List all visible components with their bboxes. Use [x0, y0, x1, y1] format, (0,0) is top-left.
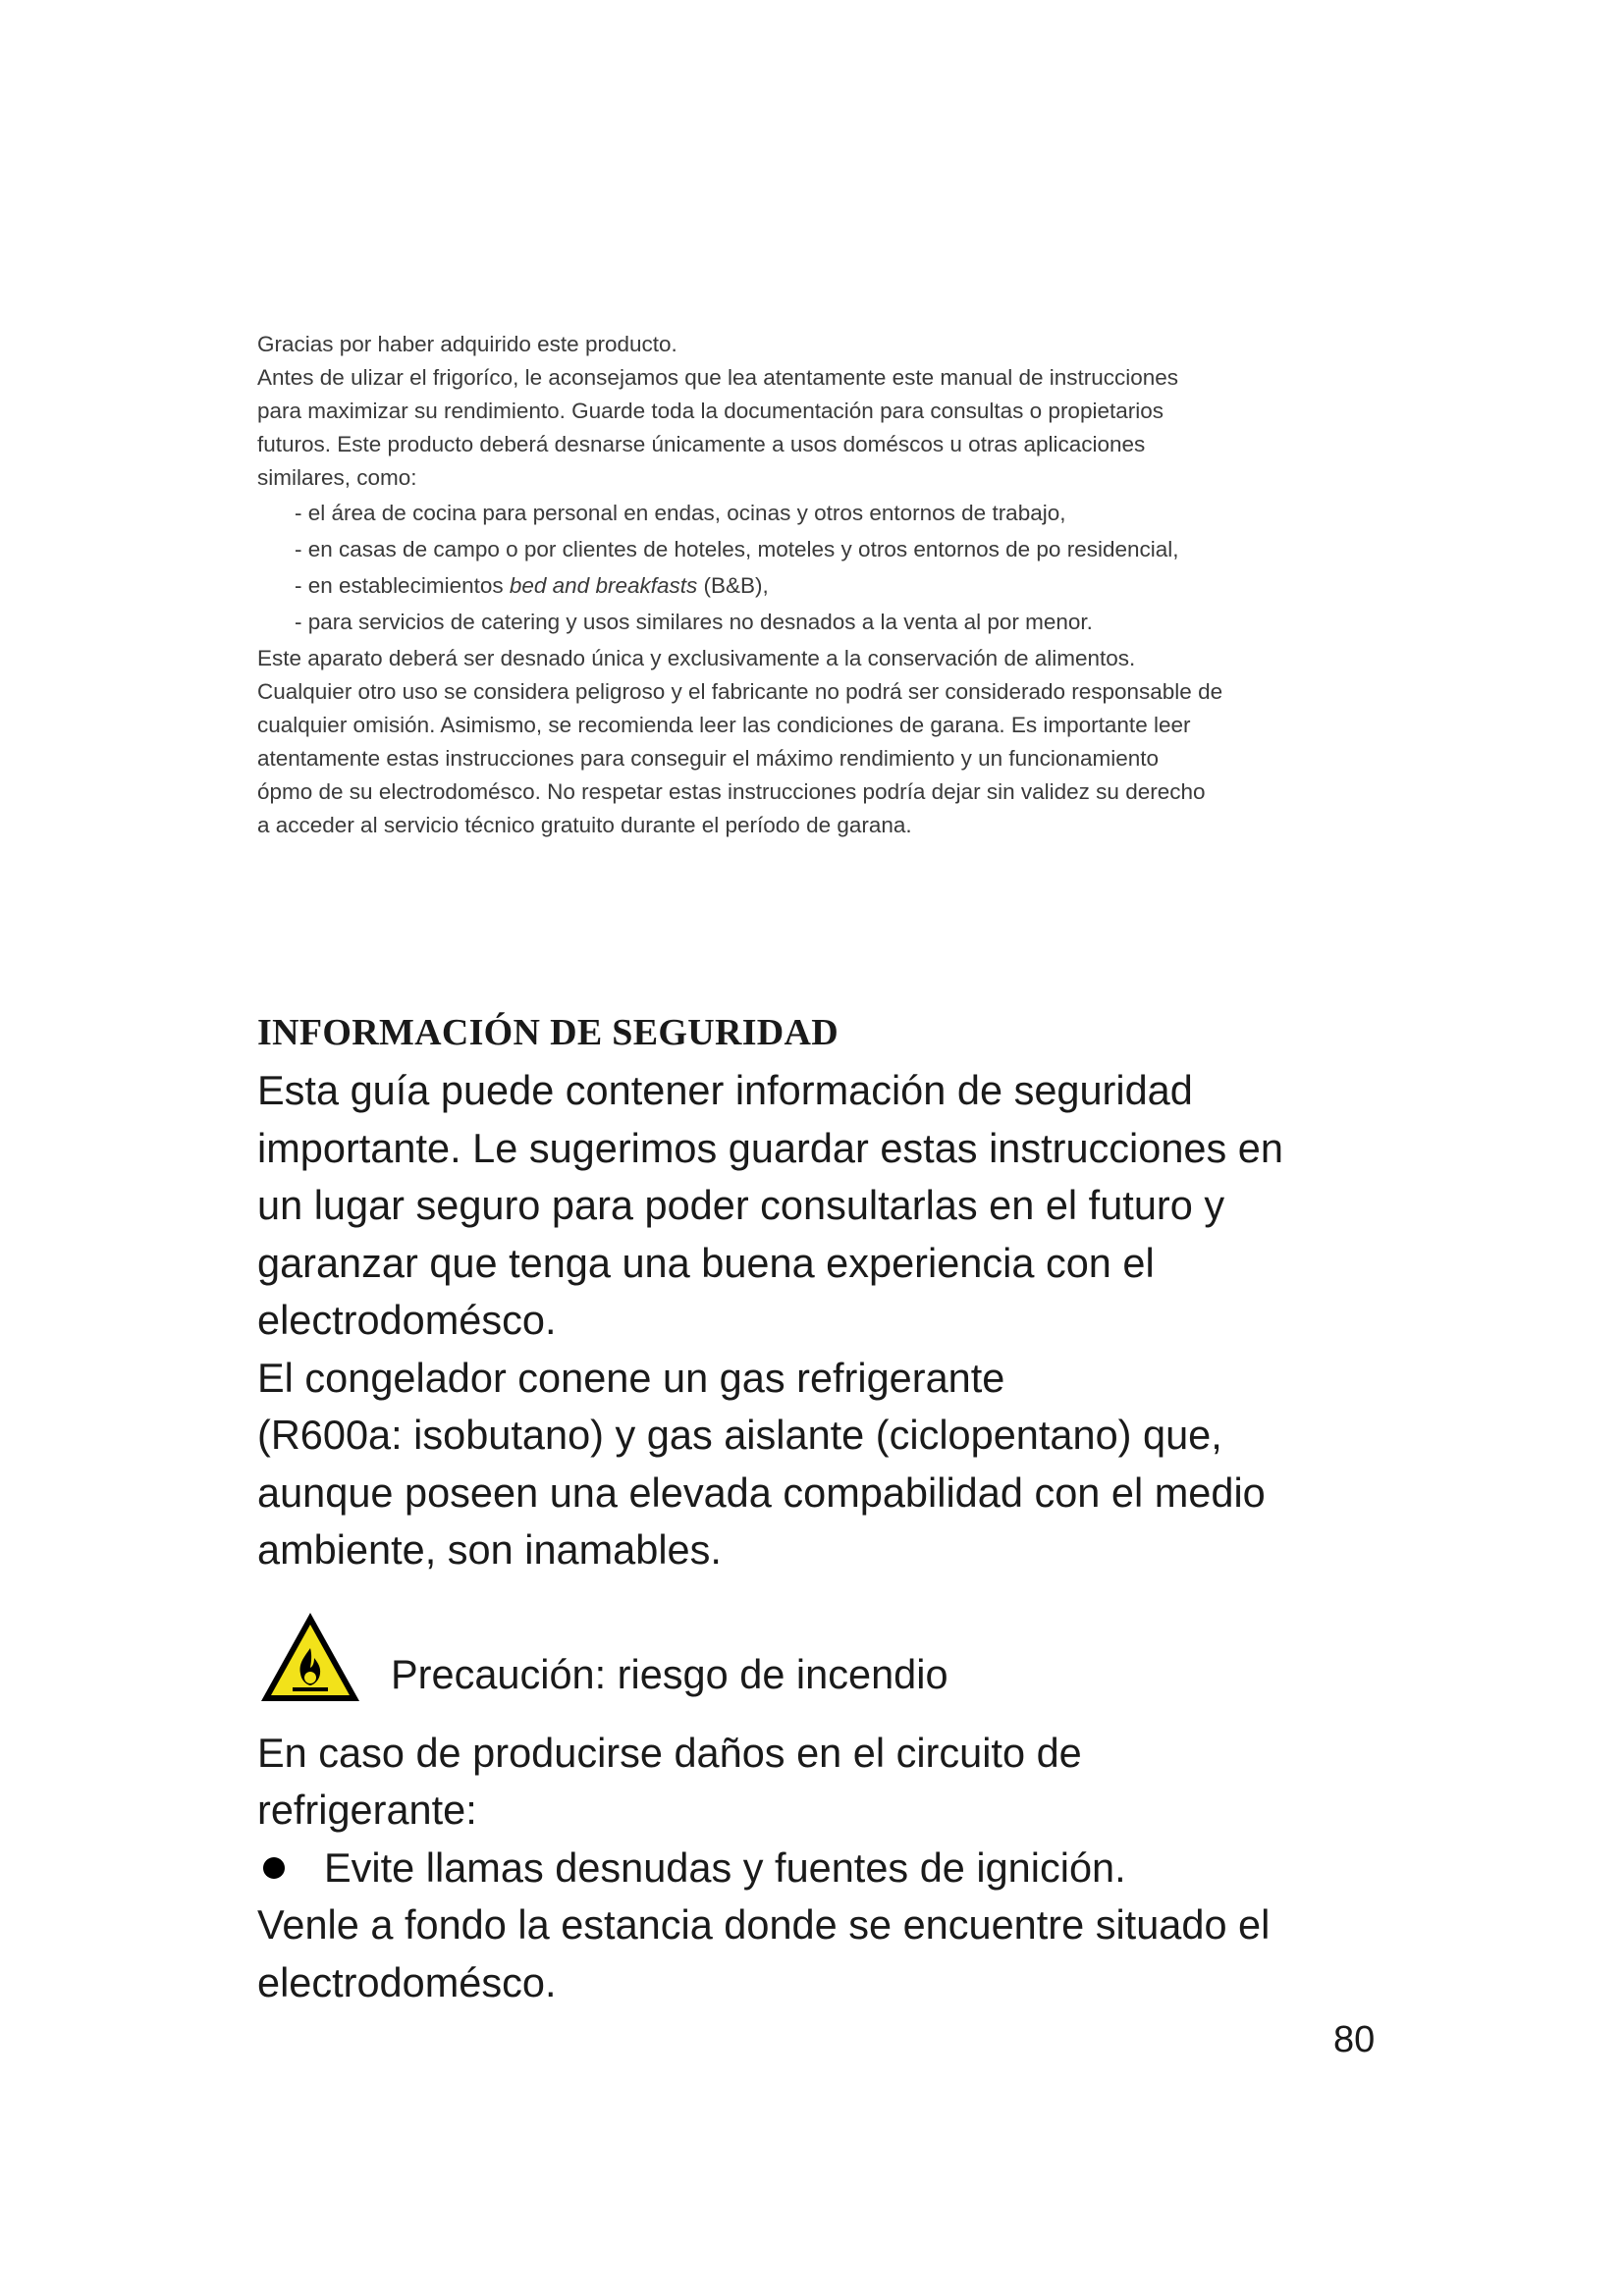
safety-line: importante. Le sugerimos guardar estas instrucciones en — [257, 1124, 1283, 1171]
safety-line: aunque poseen una elevada compabilidad con el medio — [257, 1468, 1266, 1516]
usage-item-suffix: (B&B), — [697, 573, 769, 598]
safety-line: ambiente, son inamables. — [257, 1526, 722, 1573]
safety-line: refrigerante: — [257, 1787, 477, 1833]
intro-line: futuros. Este producto deberá desnarse únicamente a usos doméscos u otras aplicaciones — [257, 432, 1146, 456]
refrigerant-damage-section — [257, 1725, 1396, 2012]
warning-text: Precaución: riesgo de incendio — [391, 1650, 948, 1697]
ignition-bullet — [257, 1840, 1396, 1897]
intro-tail-line: ópmo de su electrodomésco. No respetar estas instrucciones podría dejar sin validez su derecho — [257, 779, 1206, 804]
safety-section — [257, 1003, 1396, 2011]
bullet-dot-icon — [263, 1857, 285, 1879]
intro-line: para maximizar su rendimiento. Guarde toda la documentación para consultas o propietarios — [257, 399, 1164, 423]
intro-line: similares, como: — [257, 465, 417, 490]
intro-section — [257, 328, 1367, 842]
usage-item-italic: bed and breakfasts — [509, 573, 698, 598]
intro-tail-line: Este aparato deberá ser desnado única y exclusivamente a la conservación de alimentos. — [257, 646, 1136, 670]
bullet-text: Evite llamas desnudas y fuentes de ignición. — [324, 1843, 1126, 1891]
intro-tail — [257, 642, 1367, 842]
intro-tail-line: Cualquier otro uso se considera peligroso y el fabricante no podrá ser considerado responsable de — [257, 679, 1223, 704]
usage-list-item — [295, 567, 1367, 604]
intro-line: Antes de ulizar el frigoríco, le aconsejamos que lea atentamente este manual de instrucciones — [257, 365, 1179, 390]
safety-line: En caso de producirse daños en el circuito de — [257, 1729, 1082, 1776]
fire-warning — [257, 1597, 1396, 1705]
safety-line: un lugar seguro para poder consultarlas en el futuro y — [257, 1182, 1225, 1228]
intro-tail-line: a acceder al servicio técnico gratuito durante el período de garana. — [257, 813, 912, 837]
intro-line: Gracias por haber adquirido este producto. — [257, 332, 677, 356]
safety-line: (R600a: isobutano) y gas aislante (ciclopentano) que, — [257, 1412, 1222, 1458]
safety-line: electrodomésco. — [257, 1958, 557, 2005]
intro-tail-line: atentamente estas instrucciones para conseguir el máximo rendimiento y un funcionamiento — [257, 746, 1159, 771]
safety-line: garanzar que tenga una buena experiencia con el — [257, 1239, 1155, 1286]
usage-item-prefix: - en establecimientos — [295, 573, 510, 598]
safety-line: electrodomésco. — [257, 1297, 557, 1343]
usage-list-item: - para servicios de catering y usos similares no desnados a la venta al por menor. — [295, 610, 1093, 634]
usage-list-item: - en casas de campo o por clientes de hoteles, moteles y otros entornos de po residencial, — [295, 537, 1179, 561]
safety-line: Esta guía puede contener información de seguridad — [257, 1067, 1193, 1113]
usage-list-item: - el área de cocina para personal en endas, ocinas y otros entornos de trabajo, — [295, 501, 1066, 525]
usage-list — [257, 495, 1367, 640]
safety-line: El congelador conene un gas refrigerante — [257, 1354, 1005, 1401]
intro-tail-line: cualquier omisión. Asimismo, se recomienda leer las condiciones de garana. Es importante leer — [257, 713, 1191, 737]
fire-hazard-warning-icon — [257, 1609, 363, 1705]
page-number: 80 — [1333, 2019, 1376, 2060]
safety-heading: INFORMACIÓN DE SEGURIDAD — [257, 1012, 839, 1053]
safety-line: Venle a fondo la estancia donde se encuentre situado el — [257, 1901, 1271, 1948]
